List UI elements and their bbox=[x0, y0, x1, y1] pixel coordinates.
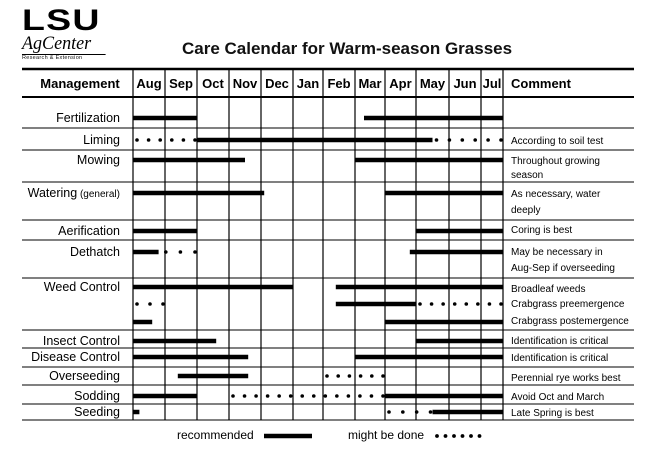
legend-dot-2 bbox=[452, 434, 456, 438]
might-be-done-dot-sodding-0-1-8 bbox=[324, 394, 328, 398]
might-be-done-dot-overseeding-0-1-3 bbox=[359, 374, 363, 378]
practice-label: Mowing bbox=[76, 153, 120, 167]
might-be-done-dot-sodding-0-1-4 bbox=[277, 394, 281, 398]
might-be-done-dot-weed-control-1-0-2 bbox=[161, 302, 165, 306]
legend-dot-0 bbox=[435, 434, 439, 438]
practice-name-seeding bbox=[74, 405, 120, 419]
might-be-done-dot-sodding-0-1-7 bbox=[312, 394, 316, 398]
practice-label: Sodding bbox=[74, 389, 120, 403]
might-be-done-dot-sodding-0-1-9 bbox=[335, 394, 339, 398]
practice-label: Insect Control bbox=[42, 334, 120, 348]
might-be-done-dot-liming-0-0-4 bbox=[182, 138, 186, 142]
practice-name-insect-control bbox=[43, 334, 120, 348]
month-header-dec: Dec bbox=[265, 76, 289, 91]
comment-header: Comment bbox=[511, 76, 571, 91]
might-be-done-dot-sodding-0-1-1 bbox=[243, 394, 247, 398]
might-be-done-dot-weed-control-1-2-7 bbox=[499, 302, 503, 306]
month-header-nov: Nov bbox=[232, 76, 258, 91]
month-header-mar: Mar bbox=[358, 76, 382, 91]
practice-label: Watering bbox=[27, 186, 78, 200]
month-header-jan: Jan bbox=[296, 76, 320, 91]
month-header-feb: Feb bbox=[327, 76, 351, 91]
practice-name-liming bbox=[83, 133, 120, 147]
might-be-done-dot-sodding-0-1-6 bbox=[300, 394, 304, 398]
might-be-done-dot-weed-control-1-2-3 bbox=[453, 302, 457, 306]
practice-label: Aerification bbox=[58, 224, 120, 238]
month-header-may: May bbox=[419, 76, 446, 91]
practice-label: Dethatch bbox=[69, 245, 120, 259]
might-be-done-dot-dethatch-0-1-0 bbox=[164, 250, 168, 254]
might-be-done-dot-liming-0-0-5 bbox=[193, 138, 197, 142]
practice-label: Liming bbox=[83, 133, 120, 147]
comment-dethatch-0: May be necessary in bbox=[511, 247, 603, 258]
might-be-done-dot-overseeding-0-1-0 bbox=[325, 374, 329, 378]
comment-disease-control-0: Identification is critical bbox=[511, 353, 609, 364]
might-be-done-dot-sodding-0-1-0 bbox=[231, 394, 235, 398]
might-be-done-dot-weed-control-1-2-4 bbox=[464, 302, 468, 306]
might-be-done-dot-liming-0-2-5 bbox=[499, 138, 503, 142]
might-be-done-dot-sodding-0-1-2 bbox=[254, 394, 258, 398]
practice-label: Disease Control bbox=[31, 350, 120, 364]
might-be-done-dot-seeding-0-1-0 bbox=[387, 410, 391, 414]
practice-name-weed-control bbox=[44, 280, 120, 294]
might-be-done-dot-liming-0-2-4 bbox=[486, 138, 490, 142]
month-header-sep: Sep bbox=[169, 76, 193, 91]
practice-name-watering bbox=[28, 186, 120, 200]
legend-dot-3 bbox=[461, 434, 465, 438]
might-be-done-dot-sodding-0-1-11 bbox=[358, 394, 362, 398]
might-be-done-dot-liming-0-2-1 bbox=[448, 138, 452, 142]
might-be-done-dot-liming-0-0-1 bbox=[147, 138, 151, 142]
might-be-done-dot-sodding-0-1-12 bbox=[370, 394, 374, 398]
might-be-done-dot-liming-0-0-3 bbox=[170, 138, 174, 142]
legend-dot-5 bbox=[478, 434, 482, 438]
might-be-done-dot-liming-0-2-3 bbox=[473, 138, 477, 142]
comment-aerification-0: Coring is best bbox=[511, 225, 573, 236]
might-be-done-dot-overseeding-0-1-4 bbox=[370, 374, 374, 378]
month-header-jul: Jul bbox=[482, 76, 502, 91]
practice-label: Seeding bbox=[74, 405, 120, 419]
might-be-done-dot-sodding-0-1-5 bbox=[289, 394, 293, 398]
might-be-done-dot-liming-0-0-2 bbox=[158, 138, 162, 142]
might-be-done-dot-weed-control-1-2-0 bbox=[418, 302, 422, 306]
practice-label: Fertilization bbox=[56, 111, 120, 125]
practice-name-fertilization bbox=[56, 111, 120, 125]
might-be-done-dot-weed-control-1-2-6 bbox=[488, 302, 492, 306]
practice-label: Overseeding bbox=[49, 369, 120, 383]
logo-agcenter-text: AgCenter bbox=[22, 34, 106, 55]
comment-overseeding-0: Perennial rye works best bbox=[511, 373, 621, 384]
might-be-done-dot-liming-0-2-0 bbox=[435, 138, 439, 142]
legend-might-be-done-label: might be done bbox=[348, 428, 425, 442]
comment-watering-0-cont: deeply bbox=[511, 205, 541, 216]
comment-watering-0: As necessary, water bbox=[511, 189, 601, 200]
comment-mowing-0-cont: season bbox=[511, 170, 544, 181]
might-be-done-dot-sodding-0-1-13 bbox=[381, 394, 385, 398]
might-be-done-dot-seeding-0-1-2 bbox=[415, 410, 419, 414]
practice-name-overseeding bbox=[49, 369, 120, 383]
might-be-done-dot-weed-control-1-2-1 bbox=[430, 302, 434, 306]
might-be-done-dot-weed-control-1-2-5 bbox=[476, 302, 480, 306]
might-be-done-dot-dethatch-0-1-2 bbox=[193, 250, 197, 254]
practice-label: Weed Control bbox=[43, 280, 120, 294]
might-be-done-dot-seeding-0-1-3 bbox=[429, 410, 433, 414]
page-title: Care Calendar for Warm-season Grasses bbox=[182, 39, 513, 58]
month-header-oct: Oct bbox=[202, 76, 224, 91]
might-be-done-dot-liming-0-2-2 bbox=[461, 138, 465, 142]
practice-name-dethatch bbox=[70, 245, 120, 259]
month-header-jun: Jun bbox=[453, 76, 477, 91]
month-header-aug: Aug bbox=[136, 76, 162, 91]
logo-subtitle: Research & Extension bbox=[22, 55, 83, 61]
practice-name-aerification bbox=[58, 224, 120, 238]
legend-dot-1 bbox=[444, 434, 448, 438]
comment-weed-control-0: Broadleaf weeds bbox=[511, 284, 586, 295]
comment-mowing-0: Throughout growing bbox=[511, 156, 600, 167]
might-be-done-dot-overseeding-0-1-1 bbox=[336, 374, 340, 378]
legend-recommended-label: recommended bbox=[177, 428, 254, 442]
might-be-done-dot-seeding-0-1-1 bbox=[401, 410, 405, 414]
might-be-done-dot-sodding-0-1-10 bbox=[347, 394, 351, 398]
might-be-done-dot-liming-0-0-0 bbox=[135, 138, 139, 142]
management-header: Management bbox=[40, 76, 120, 91]
might-be-done-dot-weed-control-1-0-0 bbox=[135, 302, 139, 306]
might-be-done-dot-overseeding-0-1-5 bbox=[381, 374, 385, 378]
practice-name-mowing bbox=[77, 153, 120, 167]
logo-lsu-text: LSU bbox=[22, 4, 101, 37]
comment-weed-control-1: Crabgrass preemergence bbox=[511, 299, 625, 310]
comment-sodding-0: Avoid Oct and March bbox=[511, 392, 605, 403]
comment-weed-control-2: Crabgrass postemergence bbox=[511, 316, 629, 327]
might-be-done-dot-weed-control-1-2-2 bbox=[441, 302, 445, 306]
month-header-apr: Apr bbox=[389, 76, 412, 91]
might-be-done-dot-weed-control-1-0-1 bbox=[148, 302, 152, 306]
might-be-done-dot-sodding-0-1-3 bbox=[266, 394, 270, 398]
practice-name-disease-control bbox=[31, 350, 120, 364]
might-be-done-dot-overseeding-0-1-2 bbox=[348, 374, 352, 378]
comment-liming-0: According to soil test bbox=[511, 136, 604, 147]
comment-dethatch-0-cont: Aug-Sep if overseeding bbox=[511, 263, 615, 274]
practice-label-suffix: (general) bbox=[77, 189, 120, 200]
might-be-done-dot-dethatch-0-1-1 bbox=[179, 250, 183, 254]
legend-dot-4 bbox=[469, 434, 473, 438]
practice-name-sodding bbox=[74, 389, 120, 403]
comment-seeding-0: Late Spring is best bbox=[511, 408, 594, 419]
comment-insect-control-0: Identification is critical bbox=[511, 336, 609, 347]
